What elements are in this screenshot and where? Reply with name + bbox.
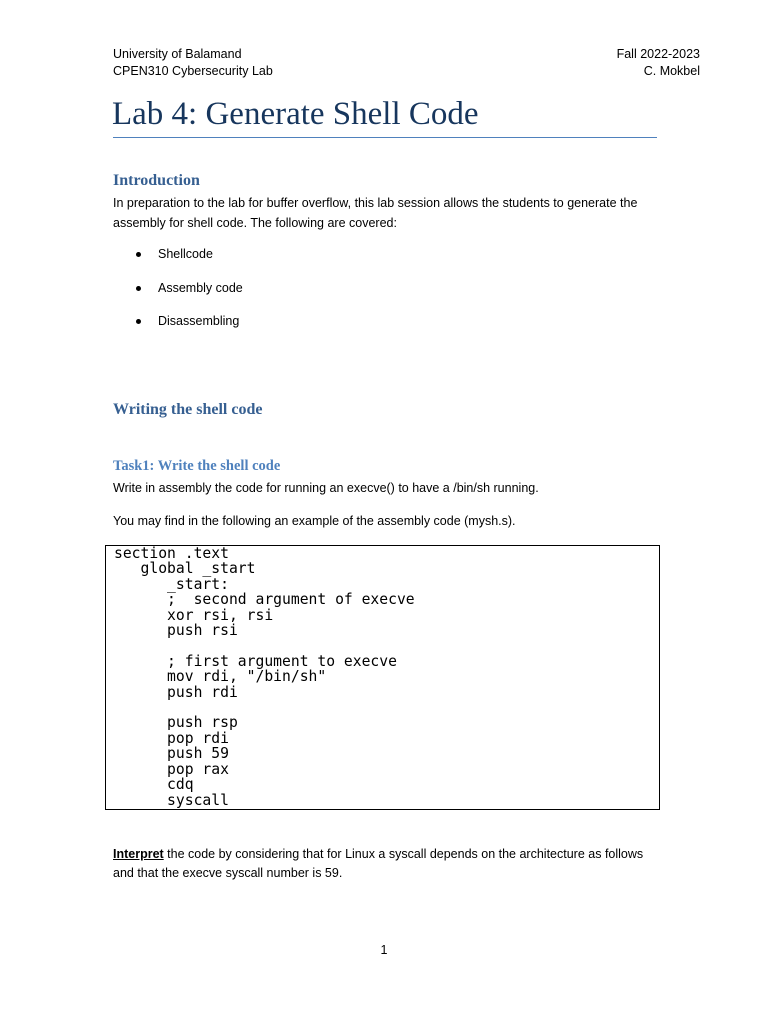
university-name: University of Balamand: [113, 47, 242, 61]
interpret-line-1: [113, 845, 663, 864]
bullet-icon: [136, 286, 141, 291]
bullet-icon: [136, 319, 141, 324]
introduction-text: [113, 193, 663, 233]
page-number: 1: [380, 943, 388, 957]
bullet-icon: [136, 252, 141, 257]
interpret-paragraph: [113, 845, 663, 883]
list-item-label: Disassembling: [158, 314, 240, 328]
list-item-label: Shellcode: [158, 247, 213, 261]
code-box: [105, 545, 660, 810]
introduction-heading: Introduction: [113, 172, 200, 189]
assembly-code: section .text global _start _start: ; second argument of execve xor rsi, rsi push rsi ; first argument to execve mov rdi, "/bin/sh" push rdi push rsp pop rdi push 59 pop rax cdq syscall: [114, 545, 415, 809]
title-underline: [113, 137, 657, 138]
interpret-line-2: and that the execve syscall number is 59.: [113, 866, 343, 880]
interpret-text: the code by considering that for Linux a syscall depends on the architecture as follows: [163, 847, 644, 861]
task-heading: Task1: Write the shell code: [113, 458, 281, 474]
list-item-label: Assembly code: [158, 280, 243, 295]
interpret-keyword: Interpret: [113, 847, 164, 861]
task-description: Write in assembly the code for running an execve() to have a /bin/sh running.: [113, 481, 539, 495]
section-heading: Writing the shell code: [113, 401, 263, 418]
page-header-right: [617, 46, 700, 80]
introduction-line-1: In preparation to the lab for buffer overflow, this lab session allows the students to generate the: [113, 196, 638, 210]
document-title: Lab 4: Generate Shell Code: [112, 96, 479, 132]
introduction-line-2: assembly for shell code. The following are covered:: [113, 216, 397, 230]
page-header-left: [113, 46, 273, 80]
example-intro: You may find in the following an example of the assembly code (mysh.s).: [113, 514, 516, 528]
term: Fall 2022-2023: [616, 47, 700, 61]
instructor: C. Mokbel: [643, 64, 700, 78]
course-name: CPEN310 Cybersecurity Lab: [113, 64, 273, 78]
